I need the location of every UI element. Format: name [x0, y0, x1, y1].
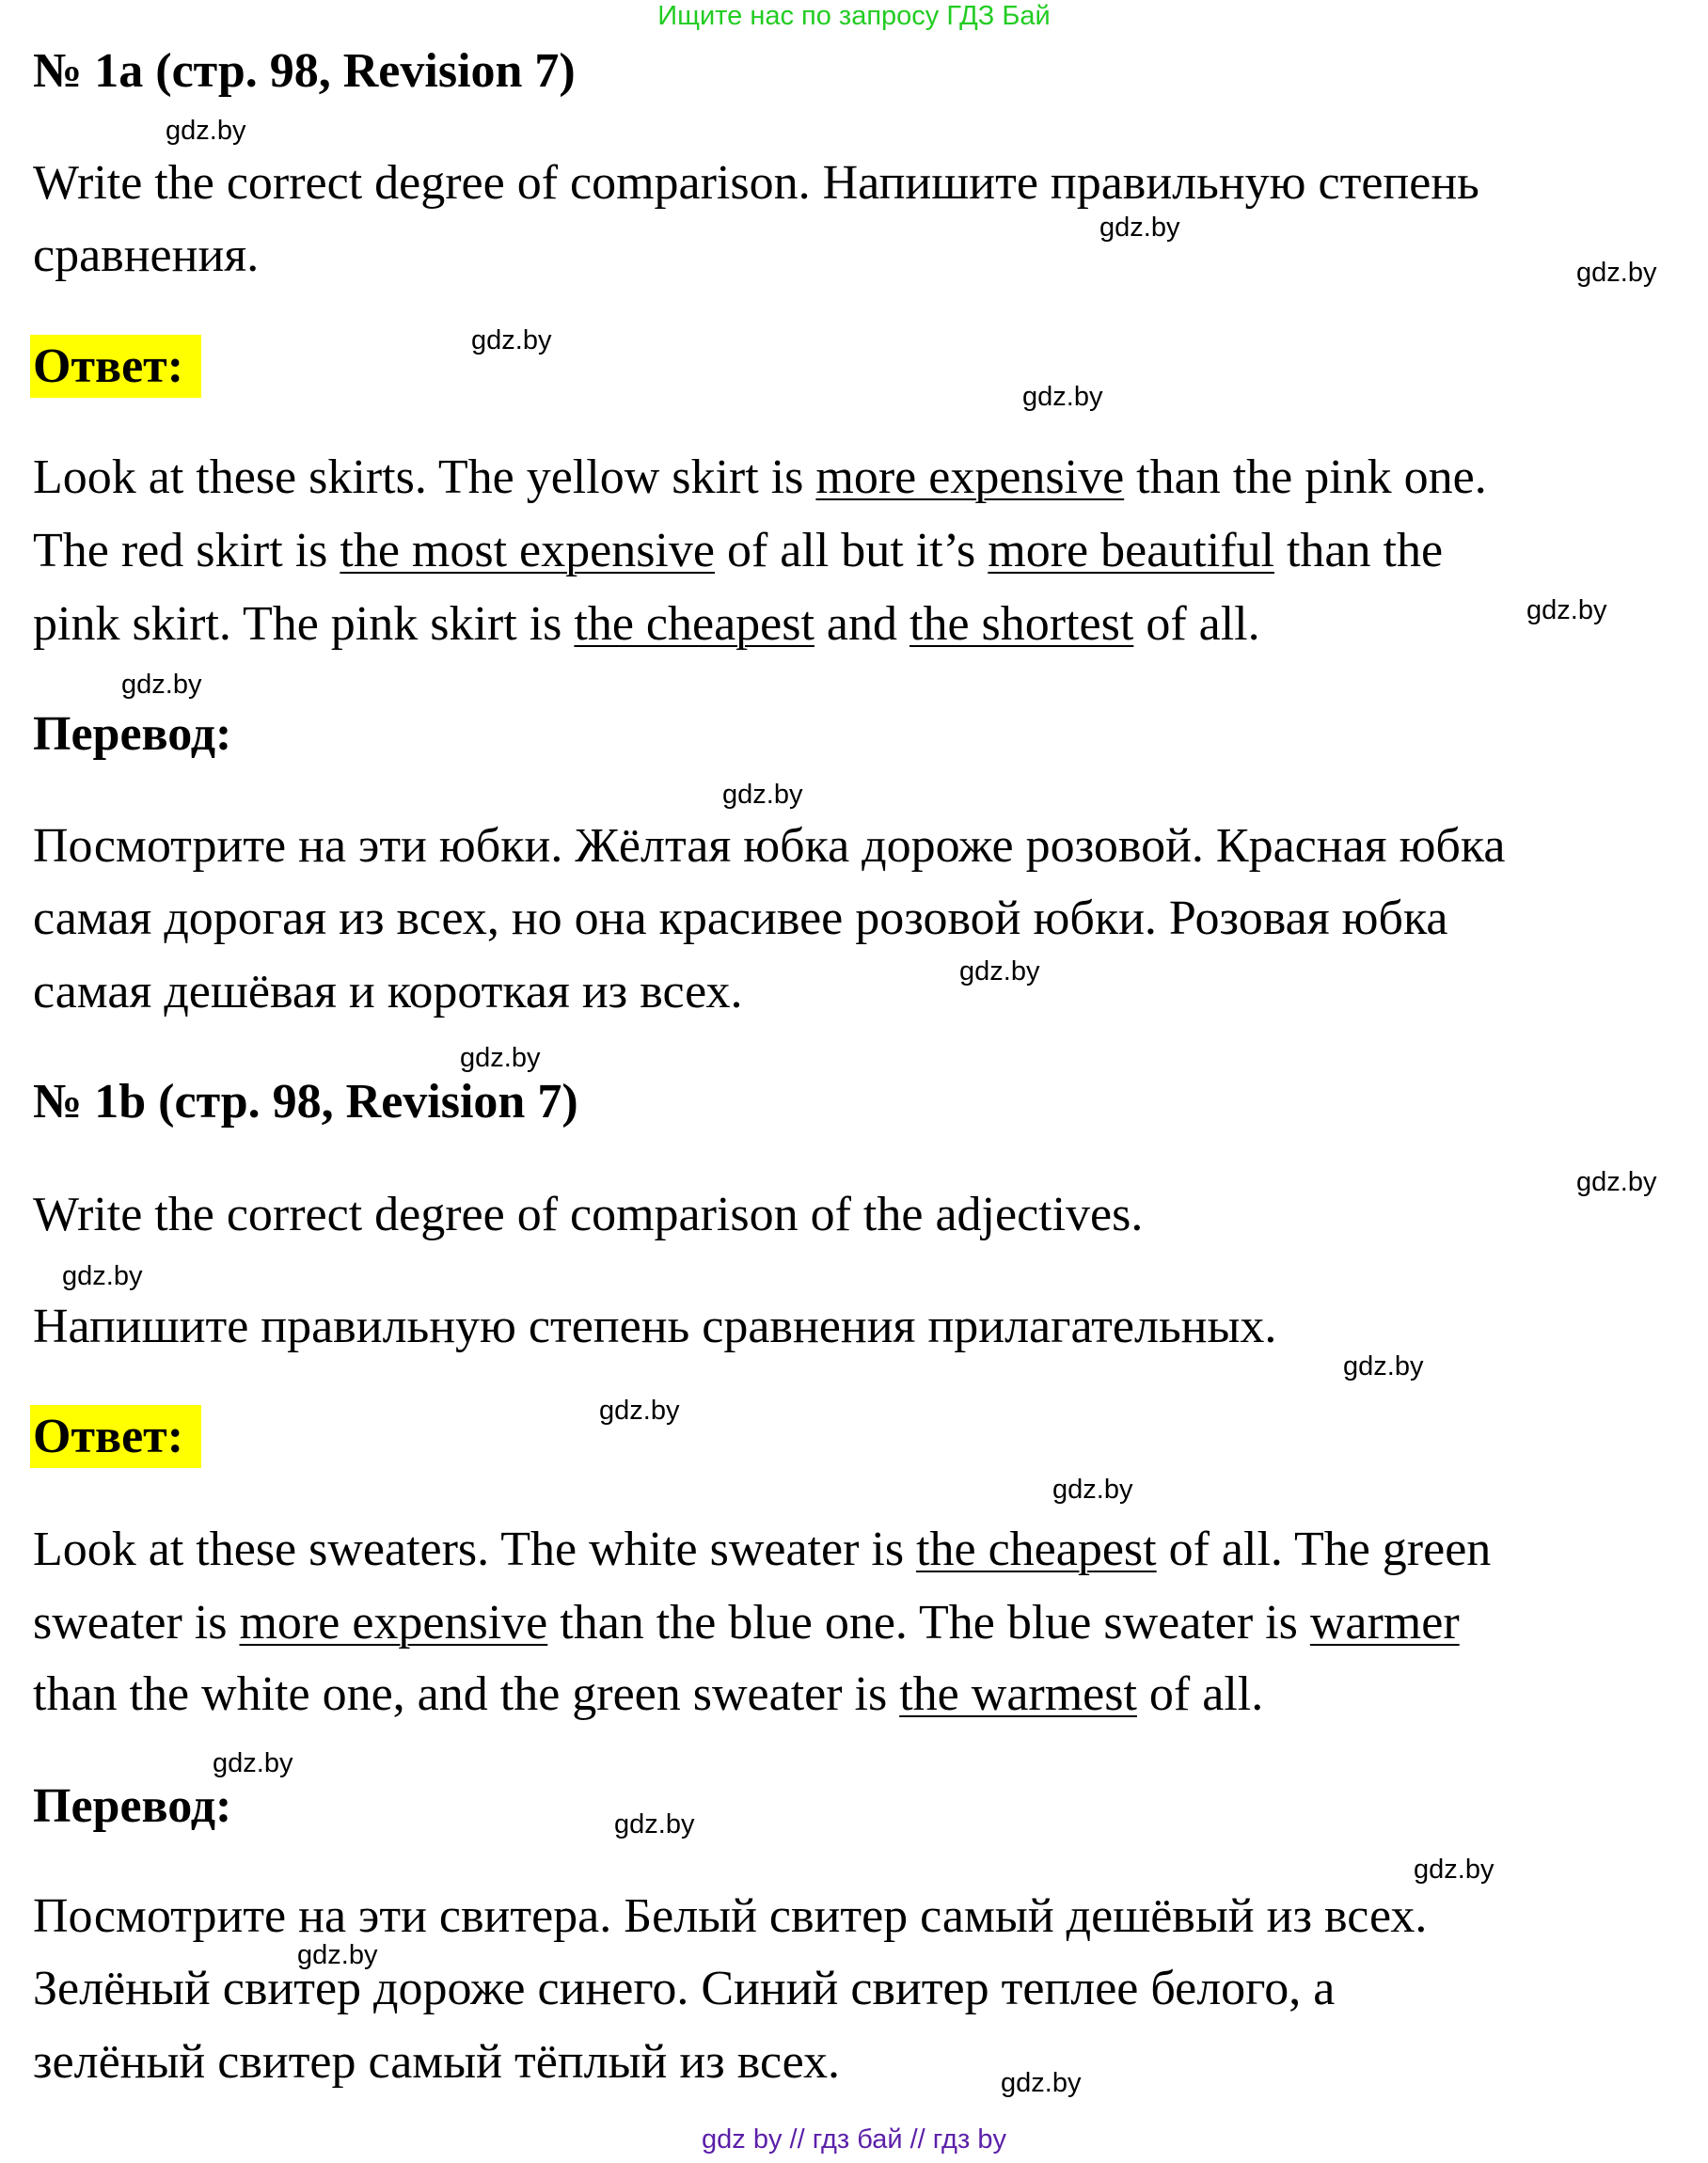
- watermark: gdz.by: [460, 1043, 541, 1073]
- watermark: gdz.by: [1099, 213, 1180, 243]
- exercise-1b-answer-line-2: [33, 1595, 1460, 1651]
- watermark: gdz.by: [959, 956, 1040, 987]
- text: of all.: [1133, 597, 1260, 651]
- watermark: gdz.by: [471, 325, 552, 355]
- exercise-1a-title: № 1a (стр. 98, Revision 7): [33, 44, 576, 98]
- watermark: gdz.by: [599, 1396, 680, 1426]
- exercise-1a-translation-line-1: Посмотрите на эти юбки. Жёлтая юбка дороже розовой. Красная юбка: [33, 819, 1506, 873]
- underlined-answer: more expensive: [815, 450, 1125, 504]
- text: than the pink one.: [1124, 450, 1487, 504]
- text: of all but it’s: [714, 524, 988, 577]
- exercise-1b-answer-line-3: [33, 1666, 1263, 1723]
- exercise-1b-translation-line-2: Зелёный свитер дороже синего. Синий свитер теплее белого, а: [33, 1962, 1336, 2015]
- underlined-answer: warmer: [1309, 1596, 1460, 1650]
- text: than the blue one. The blue sweater is: [547, 1596, 1310, 1650]
- exercise-1a-answer-label: Ответ:: [30, 335, 201, 398]
- watermark: gdz.by: [1001, 2068, 1082, 2098]
- exercise-1a-task-line-1: Write the correct degree of comparison. Напишите правильную степень: [33, 156, 1479, 210]
- exercise-1b-translation-label: Перевод:: [33, 1779, 232, 1833]
- watermark: gdz.by: [614, 1809, 695, 1839]
- underlined-answer: more beautiful: [988, 524, 1274, 577]
- watermark: gdz.by: [1414, 1855, 1494, 1885]
- exercise-1a-translation-line-3: самая дешёвая и короткая из всех.: [33, 965, 743, 1018]
- text: than the white one, and the green sweater is: [33, 1667, 900, 1721]
- exercise-1b-task-line-1: Write the correct degree of comparison of the adjectives.: [33, 1188, 1144, 1241]
- watermark: gdz.by: [1052, 1475, 1133, 1505]
- watermark: gdz.by: [62, 1261, 143, 1291]
- text: of all. The green: [1156, 1523, 1492, 1576]
- underlined-answer: the warmest: [899, 1667, 1137, 1721]
- underlined-answer: the cheapest: [916, 1523, 1157, 1576]
- text: Look at these skirts. The yellow skirt is: [33, 450, 816, 504]
- footer-links[interactable]: gdz by // гдз бай // гдз by: [702, 2124, 1006, 2155]
- watermark: gdz.by: [1022, 382, 1103, 412]
- exercise-1b-answer-line-1: [33, 1522, 1491, 1578]
- watermark: gdz.by: [722, 780, 803, 810]
- exercise-1a-answer-line-2: [33, 523, 1443, 579]
- exercise-1b-translation-line-1: Посмотрите на эти свитера. Белый свитер самый дешёвый из всех.: [33, 1889, 1428, 1943]
- exercise-1b-title: № 1b (стр. 98, Revision 7): [33, 1075, 578, 1129]
- underlined-answer: the most expensive: [340, 524, 715, 577]
- underlined-answer: the shortest: [909, 597, 1134, 651]
- text: than the: [1273, 524, 1444, 577]
- watermark: gdz.by: [166, 116, 246, 146]
- underlined-answer: the cheapest: [574, 597, 814, 651]
- exercise-1a-translation-label: Перевод:: [33, 707, 232, 761]
- exercise-1b-task-line-2: Напишите правильную степень сравнения прилагательных.: [33, 1300, 1277, 1353]
- text: pink skirt. The pink skirt is: [33, 597, 575, 651]
- underlined-answer: more expensive: [239, 1596, 548, 1650]
- watermark: gdz.by: [121, 670, 202, 700]
- text: Look at these sweaters. The white sweater is: [33, 1523, 917, 1576]
- search-banner: Ищите нас по запросу ГДЗ Бай: [657, 1, 1051, 31]
- watermark: gdz.by: [1343, 1351, 1424, 1381]
- watermark: gdz.by: [1526, 595, 1607, 625]
- exercise-1b-translation-line-3: зелёный свитер самый тёплый из всех.: [33, 2035, 841, 2089]
- exercise-1b-answer-label: Ответ:: [30, 1405, 201, 1468]
- exercise-1a-answer-line-1: [33, 450, 1487, 506]
- exercise-1a-answer-line-3: [33, 596, 1260, 653]
- text: The red skirt is: [33, 524, 340, 577]
- text: of all.: [1136, 1667, 1264, 1721]
- watermark: gdz.by: [297, 1940, 378, 1970]
- exercise-1a-translation-line-2: самая дорогая из всех, но она красивее розовой юбки. Розовая юбка: [33, 892, 1448, 945]
- watermark: gdz.by: [1576, 258, 1657, 288]
- text: and: [814, 597, 910, 651]
- exercise-1a-task-line-2: сравнения.: [33, 229, 260, 282]
- watermark: gdz.by: [213, 1748, 293, 1778]
- watermark: gdz.by: [1576, 1167, 1657, 1197]
- text: sweater is: [33, 1596, 240, 1650]
